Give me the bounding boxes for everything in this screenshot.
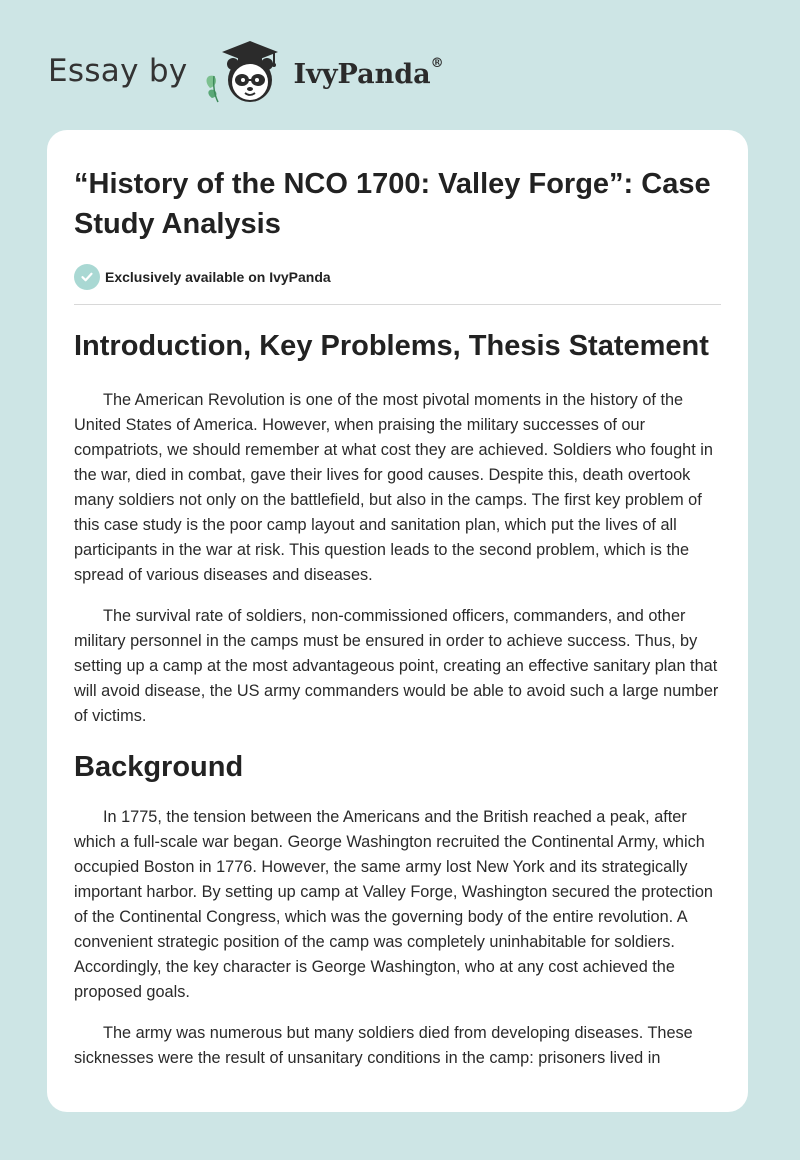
essay-by-label: Essay by [48, 53, 188, 89]
panda-graduate-icon[interactable] [200, 36, 292, 106]
exclusive-badge [74, 264, 721, 290]
paragraph: The survival rate of soldiers, non-commissioned officers, commanders, and other military personnel in the camps must be ensured in order to achieve success. Thus, by setting up a camp at the most advantageous point, creating an effective sanitary plan that will avoid disease, the US army commanders would be able to avoid such a large number of victims. [74, 607, 719, 725]
exclusive-label: Exclusively available on IvyPanda [105, 269, 331, 285]
check-circle-icon [74, 264, 100, 290]
section-heading: Introduction, Key Problems, Thesis Statement [74, 330, 709, 362]
article-card [47, 130, 748, 1112]
paragraph: The American Revolution is one of the most pivotal moments in the history of the United States of America. However, when praising the military successes of our compatriots, we should remember at what cost they are achieved. Soldiers who fought in the war, died in combat, gave their lives for good causes. Despite this, death overtook many soldiers not only on the battlefield, but also in the camps. The first key problem of this case study is the poor camp layout and sanitation plan, which put the lives of all participants in the war at risk. This question leads to the second problem, which is the spread of various diseases and diseases. [74, 391, 713, 584]
registered-mark: ® [430, 55, 444, 71]
divider [74, 304, 721, 305]
brand-name[interactable]: IvyPanda® [293, 55, 444, 90]
article-title: “History of the NCO 1700: Valley Forge”: Case Study Analysis [74, 168, 711, 240]
site-header [48, 36, 444, 106]
section-heading: Background [74, 751, 244, 783]
paragraph: The army was numerous but many soldiers died from developing diseases. These sicknesses were the result of unsanitary conditions in the camp: prisoners lived in [74, 1024, 693, 1067]
paragraph: In 1775, the tension between the Americans and the British reached a peak, after which a full-scale war began. George Washington recruited the Continental Army, which occupied Boston in 1776. However, the same army lost New York and its strategically important harbor. By setting up camp at Valley Forge, Washington secured the protection of the Continental Congress, which was the governing body of the entire revolution. A convenient strategic position of the camp was completely uninhabitable for soldiers. Accordingly, the key character is George Washington, who at any cost achieved the proposed goals. [74, 808, 713, 1001]
